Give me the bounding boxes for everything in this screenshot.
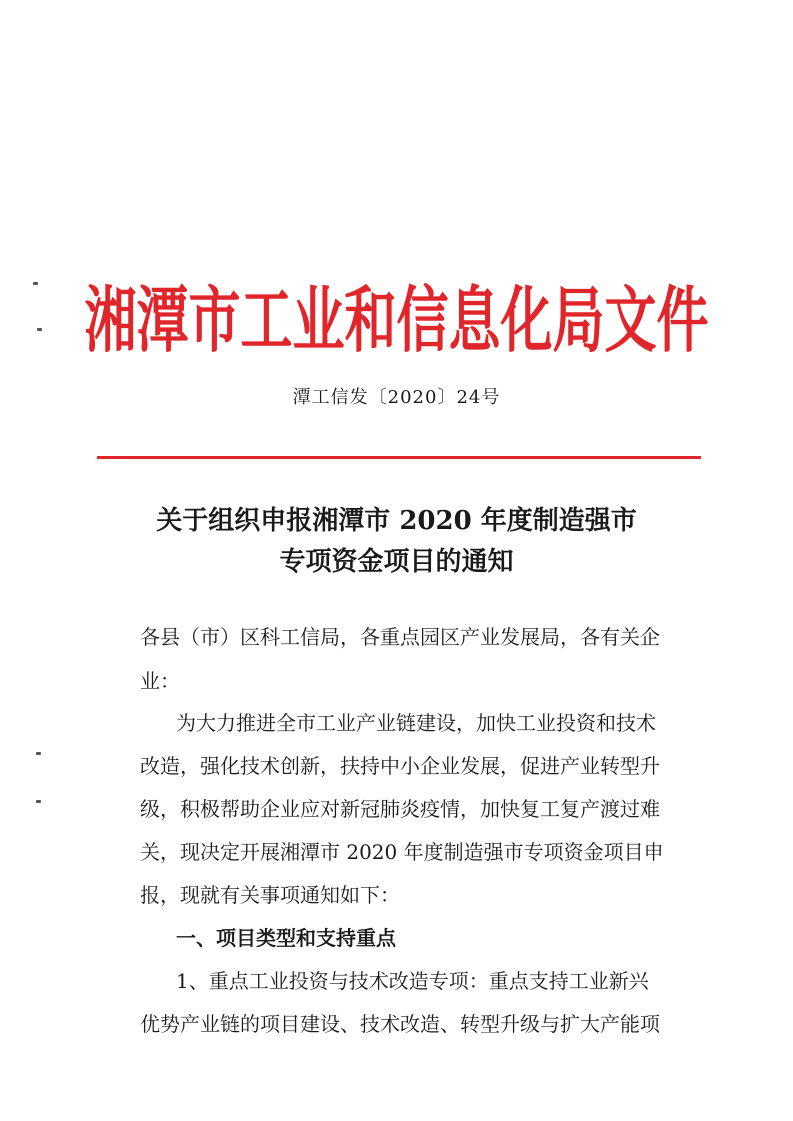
- binding-hole-mark: [33, 282, 38, 285]
- document-number: 潭工信发〔2020〕24号: [292, 387, 501, 408]
- body-line: 级，积极帮助企业应对新冠肺炎疫情，加快复工复产渡过难: [140, 797, 660, 821]
- body-line-addressee-cont: 业：: [140, 669, 180, 693]
- binding-hole-mark: [36, 752, 41, 755]
- body-line: 优势产业链的项目建设、技术改造、转型升级与扩大产能项: [140, 1012, 660, 1036]
- binding-hole-mark: [37, 328, 42, 331]
- notice-title-line-1: 关于组织申报湘潭市 2020 年度制造强市: [156, 506, 637, 536]
- body-line: 为大力推进全市工业产业链建设，加快工业投资和技术: [176, 711, 656, 735]
- body-line: 关，现决定开展湘潭市 2020 年度制造强市专项资金项目申: [140, 840, 664, 864]
- org-header-title: 湘潭市工业和信息化局文件: [84, 279, 709, 363]
- section-heading: 一、项目类型和支持重点: [176, 926, 396, 950]
- body-line: 改造，强化技术创新，扶持中小企业发展，促进产业转型升: [140, 754, 660, 778]
- binding-hole-mark: [36, 800, 41, 803]
- body-line: 1、重点工业投资与技术改造专项：重点支持工业新兴: [176, 969, 649, 993]
- body-line: 报，现就有关事项通知如下：: [140, 883, 400, 907]
- notice-title-line-2: 专项资金项目的通知: [279, 547, 514, 577]
- body-line-addressee: 各县（市）区科工信局，各重点园区产业发展局，各有关企: [140, 625, 660, 649]
- red-divider-line: [97, 456, 701, 459]
